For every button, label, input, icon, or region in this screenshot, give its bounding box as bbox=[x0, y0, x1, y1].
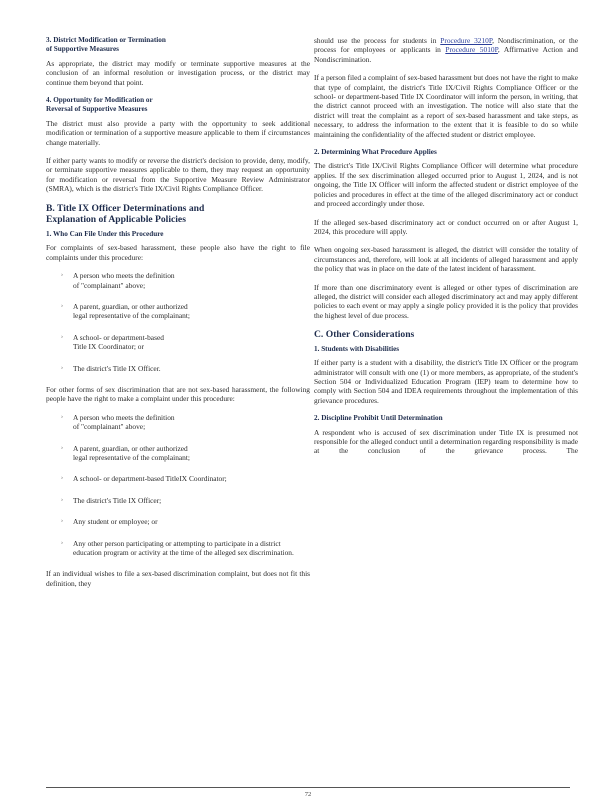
bullet-marker-icon: › bbox=[61, 272, 63, 279]
right-column bbox=[314, 36, 578, 465]
complainant-list-other bbox=[46, 413, 310, 558]
bullet-marker-icon: › bbox=[61, 518, 63, 525]
paragraph-procedure-links: should use the process for students in Procedure 3210P, Nondiscrimination, or the process for employees or applicants in Procedure 5010P, Affirmative Action and Nondiscrimination. bbox=[314, 36, 578, 64]
footer-divider bbox=[46, 787, 570, 788]
left-column bbox=[46, 36, 310, 597]
paragraph-students-disabilities: If either party is a student with a disability, the district's Title IX Officer or the program administrator will consult with one (1) or more members, as appropriate, of the student's Section 504 or Individualized Education Program (IEP) team to determine how to comply with Section 504 and IDEA requirements throughout the implementation of this grievance procedures. bbox=[314, 358, 578, 405]
bullet-marker-icon: › bbox=[61, 539, 63, 546]
bullet-marker-icon: › bbox=[61, 333, 63, 340]
procedure-5010p-link[interactable]: Procedure 5010P bbox=[445, 45, 498, 55]
section-heading-other-considerations: C. Other Considerations bbox=[314, 329, 415, 341]
paragraph-determining-1: The district's Title IX/Civil Rights Compliance Officer will determine what procedure applies. If the sex discrimination alleged occurred prior to August 1, 2024, and is not ongoing, the Title IX Officer will inform the affected student or district employee of the policies and procedures in effect at the time of the alleged discriminatory act or conduct and proceed accordingly under those. bbox=[314, 161, 578, 209]
bullet-marker-icon: › bbox=[61, 475, 63, 482]
paragraph-other-forms: For other forms of sex discrimination that are not sex-based harassment, the following people have the right to make a complaint under this procedure: bbox=[46, 384, 310, 404]
page-number: 72 bbox=[304, 791, 312, 798]
paragraph-district-modification: As appropriate, the district may modify or terminate supportive measures at the conclusion of an informal resolution or investigation process, or the district may continue them beyond that point. bbox=[46, 58, 310, 87]
subsection-heading-who-can-file: 1. Who Can File Under this Procedure bbox=[46, 229, 164, 238]
subsection-heading-determining-procedure: 2. Determining What Procedure Applies bbox=[314, 148, 437, 157]
section-heading-opportunity-modification: 4. Opportunity for Modification or Reversal of Supportive Measures bbox=[46, 96, 153, 114]
bullet-marker-icon: › bbox=[61, 364, 63, 371]
paragraph-determining-2: If the alleged sex-based discriminatory act or conduct occurred on or after August 1, 2024, this procedure will apply. bbox=[314, 217, 578, 236]
paragraph-discipline-prohibit: A respondent who is accused of sex discrimination under Title IX is presumed not responsible for the alleged conduct until a determination regarding responsibility is made at the conclusion of the grievance process. The bbox=[314, 427, 578, 456]
subsection-heading-students-disabilities: 1. Students with Disabilities bbox=[314, 344, 400, 353]
bullet-marker-icon: › bbox=[61, 413, 63, 420]
list-item: › A school- or department-based Title IX Coordinator; or bbox=[61, 332, 164, 352]
bullet-marker-icon: › bbox=[61, 302, 63, 309]
list-item: › Any other person participating or attempting to participate in a district education program or activity at the time of the alleged sex discrimination. bbox=[61, 538, 294, 557]
paragraph-who-can-file-intro: For complaints of sex-based harassment, these people also have the right to file complaints under this procedure: bbox=[46, 243, 310, 262]
list-item: › The district's Title IX Officer. bbox=[61, 363, 161, 373]
paragraph-no-right-to-complain: If a person filed a complaint of sex-based harassment but does not have the right to make that type of complaint, the district's Title IX/Civil Rights Compliance Officer or the school- or department-based Title IX Coordinator will inform the person, in writing, that the district cannot proceed with an investigation. The notice will also state that the district will treat the complaint as a report of sex-based harassment and take steps, as necessary, to address the information to the extent that it is feasible to do so while maintaining the confidentiality of the affected student or district employee. bbox=[314, 73, 578, 139]
paragraph-determining-3: When ongoing sex-based harassment is alleged, the district will consider the totality of circumstances and, therefore, will look at all incidents of alleged harassment and apply the policy that was in place on the date of the latest incident of harassment. bbox=[314, 245, 578, 274]
section-heading-title-ix-determinations: B. Title IX Officer Determinations and Explanation of Applicable Policies bbox=[46, 202, 205, 226]
list-item: › A person who meets the definition of "complainant" above; bbox=[61, 412, 175, 432]
list-item: › Any student or employee; or bbox=[61, 517, 158, 527]
list-item: › A person who meets the definition of "complainant" above; bbox=[61, 271, 175, 290]
paragraph-determining-4: If more than one discriminatory event is alleged or other types of discrimination are alleged, the district will consider each alleged discriminatory act and may apply different policies to each event or may apply a single policy provided it is the policy that provides the highest level of due process. bbox=[314, 282, 578, 320]
paragraph-opportunity-2: If either party wants to modify or reverse the district's decision to provide, deny, modify, or terminate supportive measures applicable to them, they may request an opportunity for modification or reversal from the Supportive Measure Review Administrator (SMRA), which is the district's Title IX/Civil Rights Compliance Officer. bbox=[46, 156, 310, 194]
bullet-marker-icon: › bbox=[61, 496, 63, 503]
paragraph-opportunity-1: The district must also provide a party with the opportunity to seek additional modification or termination of a supportive measure applicable to them if circumstances change materially. bbox=[46, 118, 310, 147]
subsection-heading-discipline-prohibit: 2. Discipline Prohibit Until Determination bbox=[314, 414, 443, 423]
procedure-3210p-link[interactable]: Procedure 3210P bbox=[440, 36, 493, 45]
paragraph-individual-wishes: If an individual wishes to file a sex-based discrimination complaint, but does not fit this definition, they bbox=[46, 569, 310, 588]
list-item: › A parent, guardian, or other authorized legal representative of the complainant; bbox=[61, 443, 190, 462]
section-heading-district-modification: 3. District Modification or Termination of Supportive Measures bbox=[46, 36, 166, 54]
list-item: › The district's Title IX Officer; bbox=[61, 495, 162, 505]
bullet-marker-icon: › bbox=[61, 444, 63, 451]
list-item: › A school- or department-based TitleIX Coordinator; bbox=[61, 474, 227, 484]
complainant-list-harassment bbox=[46, 271, 310, 373]
list-item: › A parent, guardian, or other authorized legal representative of the complainant; bbox=[61, 301, 190, 321]
